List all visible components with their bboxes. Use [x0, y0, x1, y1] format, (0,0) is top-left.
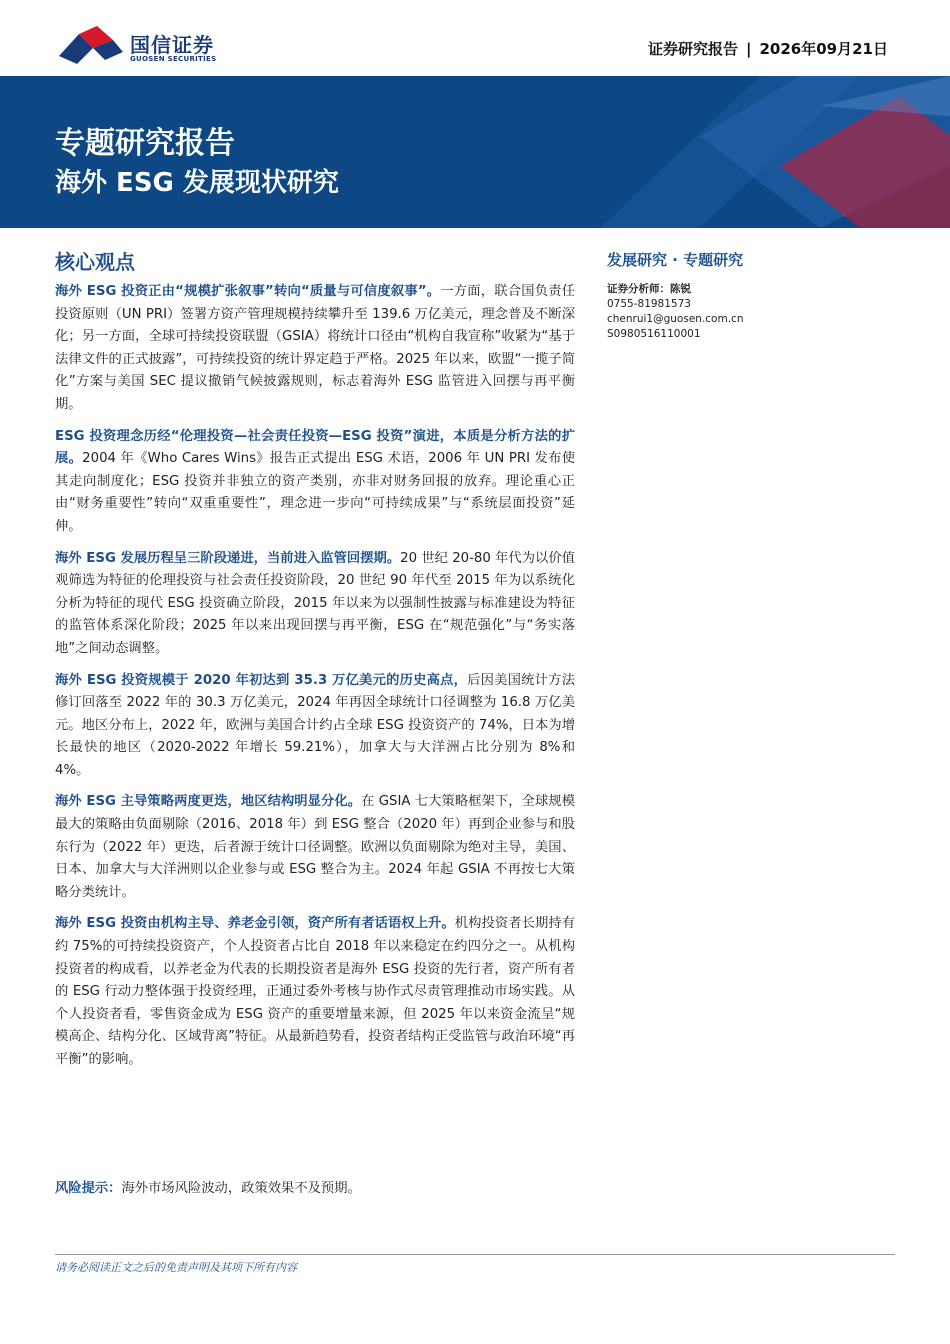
core-views-heading: 核心观点 — [55, 250, 135, 274]
analyst-email[interactable]: chenrui1@guosen.com.cn — [607, 313, 744, 325]
research-category: 发展研究 · 专题研究 — [607, 251, 744, 269]
guosen-logo-icon — [57, 26, 127, 66]
paragraph-text: 后因美国统计方法修订回落至 2022 年的 30.3 万亿美元，2024 年再因全球统计口径调整为 16.8 万亿美元。地区分布上，2022 年，欧洲与美国合计约占全球 ESG 投资资产的 74%，日本为增长最快的地区（2020-2022 年增长 59.21%），加拿大与大洋洲占比分别为 8%和 4%。 — [55, 672, 576, 778]
report-category-title: 专题研究报告 — [55, 126, 235, 161]
page-header — [0, 0, 950, 76]
risk-text: 海外市场风险波动，政策效果不及预期。 — [121, 1181, 361, 1196]
paragraph-text: 在 GSIA 七大策略框架下，全球规模最大的策略由负面剔除（2016、2018 年）到 ESG 整合（2020 年）再到企业参与和股东行为（2022 年）更迭，后者源于统计口径调整。欧洲以负面剔除为绝对主导，美国、日本、加拿大与大洋洲则以企业参与或 ESG 整合为主。2024 年起 GSIA 不再按七大策略分类统计。 — [55, 794, 575, 900]
paragraph-text: 20 世纪 20-80 年代为以价值观筛选为特征的伦理投资与社会责任投资阶段，20 世纪 90 年代至 2015 年为以系统化分析为特征的现代 ESG 投资确立阶段，2015 年以来为以强制性披露与标准建设为特征的监管体系深化阶段；2025 年以来出现回摆与再平衡，ESG 在“规范强化”与“务实落地”之间动态调整。 — [55, 550, 575, 656]
paragraph-highlight: 海外 ESG 发展历程呈三阶段递进，当前进入监管回摆期。 — [55, 550, 401, 566]
paragraph-text: 机构投资者长期持有约 75%的可持续投资资产，个人投资者占比自 2018 年以来稳定在约四分之一。从机构投资者的构成看，以养老金为代表的长期投资者是海外 ESG 投资的先行者，资产所有者的 ESG 行动力整体强于投资经理，正通过委外考核与协作式尽责管理推动市场实践。从个人投资者看，零售资金成为 ESG 资产的重要增量来源，但 2025 年以来资金流呈“规模高企、结构分化、区域背离”特征。从最新趋势看，投资者结构正受监管与政治环境“再平衡”的影响。 — [55, 916, 576, 1067]
core-paragraph — [55, 426, 575, 539]
paragraph-text: 2004 年《Who Cares Wins》报告正式提出 ESG 术语，2006 年 UN PRI 发布使其走向制度化；ESG 投资并非独立的资产类别，亦非对财务回报的放弃。理论重心正由“财务重要性”转向“双重重要性”，理念进一步向“可持续成果”与“系统层面投资”延伸。 — [55, 451, 575, 534]
risk-label: 风险提示： — [55, 1181, 122, 1196]
paragraph-highlight: 海外 ESG 主导策略两度更迭，地区结构明显分化。 — [55, 794, 362, 810]
core-paragraph — [55, 791, 575, 904]
report-title: 海外 ESG 发展现状研究 — [55, 168, 339, 198]
core-paragraph — [55, 670, 575, 783]
footer-divider — [55, 1254, 895, 1255]
analyst-cert-number: S0980516110001 — [607, 328, 701, 340]
logo-name-cn: 国信证券 — [130, 33, 214, 57]
analyst-sidebar — [607, 249, 907, 342]
core-views-body — [55, 281, 575, 1081]
paragraph-highlight: 海外 ESG 投资由机构主导、养老金引领，资产所有者话语权上升。 — [55, 916, 455, 932]
paragraph-highlight: 海外 ESG 投资规模于 2020 年初达到 35.3 万亿美元的历史高点， — [55, 672, 468, 688]
core-paragraph — [55, 281, 575, 417]
paragraph-highlight: ESG 投资理念历经“伦理投资—社会责任投资—ESG 投资”演进，本质是分析方法的扩展。 — [55, 428, 575, 467]
core-paragraph — [55, 913, 575, 1071]
header-separator: | — [746, 40, 752, 58]
core-paragraph — [55, 548, 575, 661]
report-meta — [648, 38, 888, 59]
report-type: 证券研究报告 — [648, 40, 739, 58]
risk-warning — [55, 1177, 575, 1196]
report-date: 2026年09月21日 — [759, 40, 888, 58]
analyst-name: 证券分析师：陈锐 — [607, 283, 691, 295]
paragraph-highlight: 海外 ESG 投资正由“规模扩张叙事”转向“质量与可信度叙事”。 — [55, 284, 441, 299]
paragraph-text: 一方面，联合国负责任投资原则（UN PRI）签署方资产管理规模持续攀升至 139.6 万亿美元，理念普及不断深化；另一方面，全球可持续投资联盟（GSIA）将统计口径由“机构自我宣称”收紧为“基于法律文件的正式披露”，可持续投资的统计界定趋于严格。2025 年以来，欧盟“一揽子简化”方案与美国 SEC 提议撤销气候披露规则，标志着海外 ESG 监管进入回摆与再平衡期。 — [55, 284, 576, 412]
footer-disclaimer: 请务必阅读正文之后的免责声明及其项下所有内容 — [55, 1261, 297, 1274]
analyst-phone: 0755-81981573 — [607, 298, 691, 310]
title-banner — [0, 76, 950, 228]
logo-name-en: GUOSEN SECURITIES — [130, 55, 217, 63]
